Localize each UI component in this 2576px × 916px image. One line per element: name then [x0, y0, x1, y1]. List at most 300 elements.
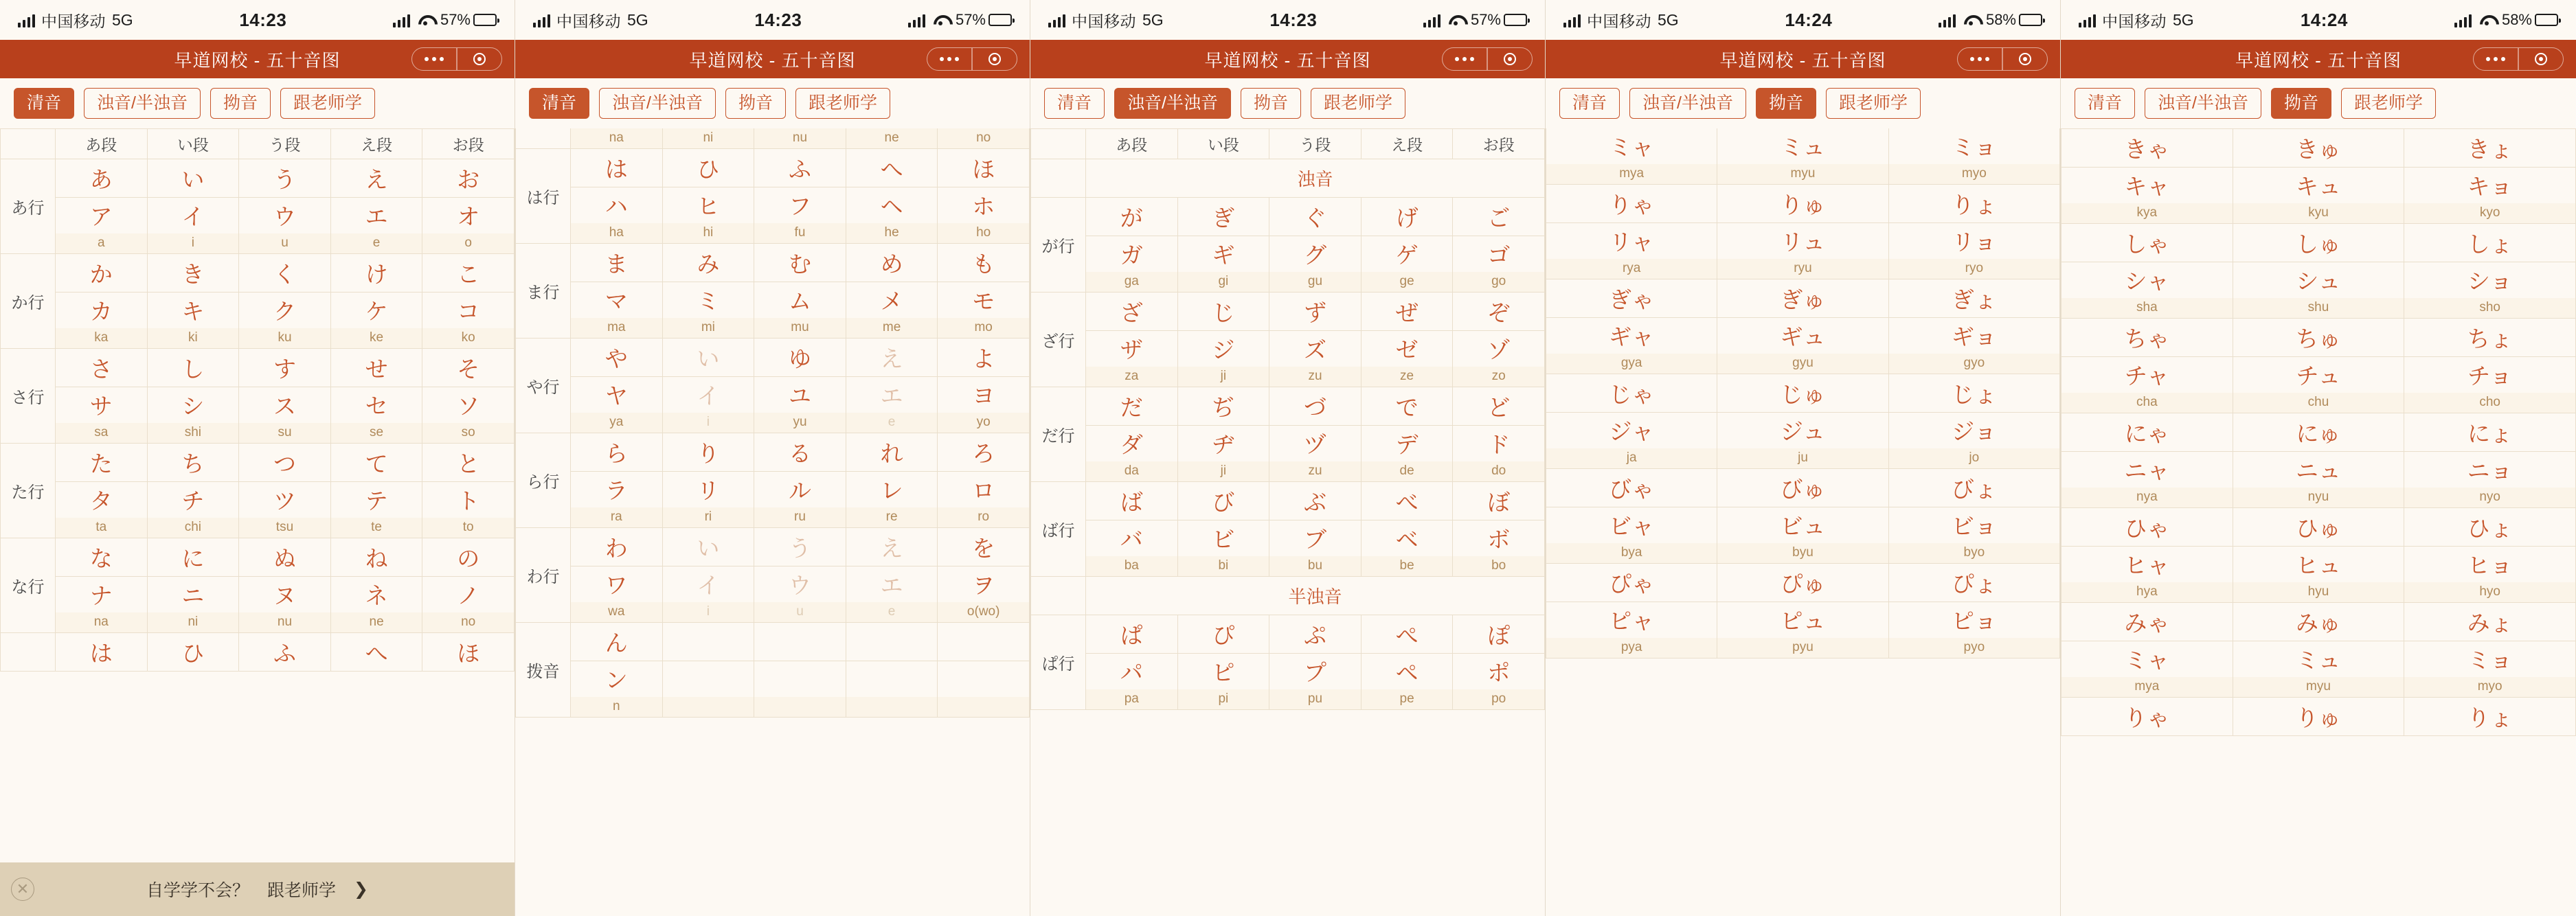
table-row	[516, 128, 1030, 149]
kana-cell[interactable]: キュ	[2233, 168, 2404, 203]
kana-cell[interactable]: マ	[571, 282, 663, 318]
kana-cell[interactable]: ぬ	[239, 538, 331, 577]
target-icon	[2535, 53, 2547, 65]
kana-cell[interactable]: オ	[422, 198, 515, 233]
kana-cell[interactable]: ギ	[1177, 236, 1269, 272]
kana-cell[interactable]: ス	[239, 387, 331, 423]
kana-table-container[interactable]	[1030, 128, 1545, 916]
kana-cell[interactable]: ミャ	[1546, 128, 1717, 164]
kana-cell[interactable]: ざ	[1086, 293, 1178, 331]
kana-table-container[interactable]	[0, 128, 515, 916]
kana-cell[interactable]: リ	[662, 472, 754, 507]
kana-cell[interactable]: ど	[1453, 387, 1545, 426]
kana-cell[interactable]: ゴ	[1453, 236, 1545, 272]
more-menu-button[interactable]	[1443, 48, 1487, 70]
kana-cell[interactable]: りゅ	[2233, 698, 2404, 736]
tab-teacher[interactable]: 跟老师学	[795, 88, 890, 119]
kana-cell[interactable]: ミ	[662, 282, 754, 318]
kana-cell[interactable]: リャ	[1546, 223, 1717, 259]
kana-cell[interactable]: へ	[846, 149, 938, 187]
kana-cell[interactable]: りょ	[1888, 185, 2059, 223]
tab-seion[interactable]: 清音	[2075, 88, 2135, 119]
kana-cell[interactable]: ボ	[1453, 520, 1545, 556]
kana-cell[interactable]: ちゃ	[2061, 319, 2233, 357]
kana-cell[interactable]: ね	[330, 538, 422, 577]
kana-cell[interactable]: ヨ	[938, 377, 1030, 413]
tab-teacher[interactable]: 跟老师学	[1311, 88, 1405, 119]
kana-cell[interactable]: ザ	[1086, 331, 1178, 367]
kana-cell[interactable]: か	[56, 254, 148, 293]
kana-cell[interactable]: みゃ	[2061, 603, 2233, 641]
kana-cell[interactable]: デ	[1361, 426, 1453, 461]
status-bar	[0, 0, 515, 40]
kana-cell[interactable]: ひ	[147, 633, 239, 672]
kana-cell[interactable]: きゃ	[2061, 129, 2233, 168]
kana-cell[interactable]: ノ	[422, 577, 515, 612]
kana-cell[interactable]: イ	[147, 198, 239, 233]
romaji-cell: ke	[330, 328, 422, 349]
kana-cell[interactable]: みゅ	[2233, 603, 2404, 641]
battery-indicator	[1471, 11, 1527, 29]
kana-cell[interactable]: そ	[422, 349, 515, 387]
kana-cell[interactable]: にゃ	[2061, 413, 2233, 452]
kana-cell[interactable]: ゼ	[1361, 331, 1453, 367]
kana-cell[interactable]: じゃ	[1546, 374, 1717, 413]
kana-cell[interactable]: ハ	[571, 187, 663, 223]
tab-youon[interactable]: 拗音	[2271, 88, 2331, 119]
promo-banner[interactable]	[0, 862, 515, 916]
kana-cell[interactable]: ピョ	[1888, 602, 2059, 638]
kana-cell[interactable]: ヒャ	[2061, 547, 2233, 582]
kana-cell[interactable]: な	[56, 538, 148, 577]
kana-cell[interactable]: びょ	[1888, 469, 2059, 507]
kana-cell[interactable]: ズ	[1269, 331, 1362, 367]
kana-cell[interactable]: チャ	[2061, 357, 2233, 393]
kana-cell[interactable]: て	[330, 444, 422, 482]
miniprogram-capsule[interactable]	[927, 47, 1017, 71]
kana-cell[interactable]: チョ	[2404, 357, 2576, 393]
kana-cell[interactable]: い	[662, 528, 754, 566]
kana-cell[interactable]: じょ	[1888, 374, 2059, 413]
kana-cell[interactable]: ん	[571, 623, 663, 661]
kana-cell[interactable]: ぢ	[1177, 387, 1269, 426]
kana-cell[interactable]: ぜ	[1361, 293, 1453, 331]
section-header-row	[1031, 577, 1545, 615]
tab-youon[interactable]: 拗音	[1756, 88, 1816, 119]
kana-cell[interactable]: め	[846, 244, 938, 282]
more-menu-button[interactable]	[412, 48, 456, 70]
kana-cell[interactable]: キャ	[2061, 168, 2233, 203]
tab-seion[interactable]: 清音	[529, 88, 589, 119]
more-menu-button[interactable]	[927, 48, 971, 70]
kana-cell[interactable]: ク	[239, 293, 331, 328]
kana-cell[interactable]: ジョ	[1888, 413, 2059, 448]
kana-cell	[662, 661, 754, 697]
close-button[interactable]	[973, 48, 1017, 70]
kana-cell[interactable]: コ	[422, 293, 515, 328]
close-button[interactable]	[2003, 48, 2047, 70]
kana-cell[interactable]: シュ	[2233, 262, 2404, 298]
tab-youon[interactable]: 拗音	[1241, 88, 1301, 119]
kana-cell[interactable]: ヘ	[846, 187, 938, 223]
kana-cell[interactable]: え	[846, 528, 938, 566]
kana-cell[interactable]: ぎょ	[1888, 279, 2059, 318]
kana-cell[interactable]: パ	[1086, 654, 1178, 689]
kana-cell[interactable]: う	[754, 528, 846, 566]
kana-cell[interactable]: ろ	[938, 433, 1030, 472]
kana-cell[interactable]: ヲ	[938, 566, 1030, 602]
kana-cell[interactable]: で	[1361, 387, 1453, 426]
kana-cell[interactable]: こ	[422, 254, 515, 293]
more-menu-button[interactable]	[2474, 48, 2518, 70]
kana-cell[interactable]: エ	[846, 377, 938, 413]
kana-cell[interactable]: ヒュ	[2233, 547, 2404, 582]
kana-cell[interactable]: ミョ	[2404, 641, 2576, 677]
close-button[interactable]	[457, 48, 501, 70]
kana-cell[interactable]: ケ	[330, 293, 422, 328]
kana-cell[interactable]: ム	[754, 282, 846, 318]
tab-dakuon[interactable]: 浊音/半浊音	[1629, 88, 1746, 119]
table-row	[516, 623, 1030, 661]
kana-cell[interactable]: エ	[330, 198, 422, 233]
kana-cell[interactable]: ゆ	[754, 339, 846, 377]
table-row	[516, 318, 1030, 339]
youon-table-container[interactable]	[1546, 128, 2060, 916]
kana-cell[interactable]: ぴゅ	[1717, 564, 1888, 602]
kana-cell[interactable]: は	[56, 633, 148, 672]
kana-cell[interactable]: ご	[1453, 198, 1545, 236]
romaji-cell: mi	[662, 318, 754, 339]
tab-teacher[interactable]: 跟老师学	[1826, 88, 1921, 119]
kana-cell[interactable]: じゅ	[1717, 374, 1888, 413]
kana-cell[interactable]: サ	[56, 387, 148, 423]
kana-cell[interactable]: にゅ	[2233, 413, 2404, 452]
kana-cell[interactable]: プ	[1269, 654, 1362, 689]
more-menu-button[interactable]	[1958, 48, 2002, 70]
kana-cell[interactable]: りょ	[2404, 698, 2576, 736]
kana-cell[interactable]: ぎゃ	[1546, 279, 1717, 318]
kana-cell[interactable]: ま	[571, 244, 663, 282]
kana-cell[interactable]: わ	[571, 528, 663, 566]
kana-cell[interactable]: づ	[1269, 387, 1362, 426]
banner-link[interactable]: 跟老师学	[267, 881, 337, 900]
kana-cell[interactable]: が	[1086, 198, 1178, 236]
kana-cell[interactable]: ひ	[662, 149, 754, 187]
kana-cell[interactable]: びゃ	[1546, 469, 1717, 507]
kana-cell[interactable]: ピュ	[1717, 602, 1888, 638]
kana-cell[interactable]: や	[571, 339, 663, 377]
kana-cell[interactable]: キ	[147, 293, 239, 328]
kana-cell[interactable]: ピャ	[1546, 602, 1717, 638]
tab-teacher[interactable]: 跟老师学	[280, 88, 375, 119]
romaji-cell: shu	[2233, 298, 2404, 319]
kana-cell[interactable]: ぽ	[1453, 615, 1545, 654]
kana-cell[interactable]: みょ	[2404, 603, 2576, 641]
tab-seion[interactable]: 清音	[14, 88, 74, 119]
kana-cell[interactable]: にょ	[2404, 413, 2576, 452]
kana-cell[interactable]: ゲ	[1361, 236, 1453, 272]
kana-cell[interactable]: チュ	[2233, 357, 2404, 393]
kana-cell[interactable]: ビャ	[1546, 507, 1717, 543]
signal-icon	[1048, 12, 1065, 27]
kana-cell[interactable]: ラ	[571, 472, 663, 507]
kana-cell[interactable]: の	[422, 538, 515, 577]
kana-cell[interactable]: び	[1177, 482, 1269, 520]
kana-cell[interactable]: ビュ	[1717, 507, 1888, 543]
kana-cell[interactable]: み	[662, 244, 754, 282]
close-icon[interactable]: ✕	[11, 878, 34, 901]
kana-cell[interactable]: ぴゃ	[1546, 564, 1717, 602]
kana-cell[interactable]: ニュ	[2233, 452, 2404, 488]
kana-cell[interactable]: レ	[846, 472, 938, 507]
kana-cell[interactable]: た	[56, 444, 148, 482]
kana-cell[interactable]: りゃ	[1546, 185, 1717, 223]
kana-cell[interactable]: ぼ	[1453, 482, 1545, 520]
close-button[interactable]	[1488, 48, 1532, 70]
kana-cell[interactable]: い	[147, 159, 239, 198]
kana-cell[interactable]: メ	[846, 282, 938, 318]
romaji-cell: be	[1361, 556, 1453, 577]
kana-cell[interactable]: グ	[1269, 236, 1362, 272]
tab-seion[interactable]: 清音	[1044, 88, 1105, 119]
kana-cell[interactable]: ミュ	[2233, 641, 2404, 677]
tab-dakuon[interactable]: 浊音/半浊音	[1114, 88, 1231, 119]
kana-cell[interactable]: る	[754, 433, 846, 472]
kana-cell[interactable]: い	[662, 339, 754, 377]
table-row	[2061, 508, 2576, 547]
kana-cell[interactable]: ジャ	[1546, 413, 1717, 448]
battery-icon	[2535, 14, 2558, 26]
kana-cell[interactable]: リュ	[1717, 223, 1888, 259]
kana-cell[interactable]: ロ	[938, 472, 1030, 507]
kana-cell[interactable]: ヅ	[1269, 426, 1362, 461]
kana-cell[interactable]: ひゃ	[2061, 508, 2233, 547]
kana-cell[interactable]: ヒョ	[2404, 547, 2576, 582]
kana-cell[interactable]: ユ	[754, 377, 846, 413]
miniprogram-capsule[interactable]	[1442, 47, 1533, 71]
kana-cell[interactable]: ヤ	[571, 377, 663, 413]
kana-cell[interactable]: よ	[938, 339, 1030, 377]
kana-cell[interactable]: タ	[56, 482, 148, 518]
kana-cell[interactable]: リョ	[1888, 223, 2059, 259]
kana-cell[interactable]: う	[239, 159, 331, 198]
kana-cell[interactable]: え	[330, 159, 422, 198]
kana-cell[interactable]: じ	[1177, 293, 1269, 331]
kana-cell[interactable]: へ	[330, 633, 422, 672]
kana-cell[interactable]: ヂ	[1177, 426, 1269, 461]
tab-dakuon[interactable]: 浊音/半浊音	[599, 88, 716, 119]
clock: 14:24	[1785, 9, 1833, 30]
kana-cell[interactable]: は	[571, 149, 663, 187]
kana-cell[interactable]: ぴ	[1177, 615, 1269, 654]
kana-cell[interactable]: れ	[846, 433, 938, 472]
romaji-cell: myo	[1888, 164, 2059, 185]
tab-youon[interactable]: 拗音	[210, 88, 271, 119]
kana-cell[interactable]: ル	[754, 472, 846, 507]
kana-cell[interactable]: ウ	[239, 198, 331, 233]
kana-cell[interactable]: モ	[938, 282, 1030, 318]
kana-cell[interactable]: ふ	[239, 633, 331, 672]
kana-cell[interactable]: す	[239, 349, 331, 387]
kana-cell[interactable]: ワ	[571, 566, 663, 602]
kana-cell[interactable]: ひょ	[2404, 508, 2576, 547]
kana-cell[interactable]: し	[147, 349, 239, 387]
kana-cell[interactable]: ポ	[1453, 654, 1545, 689]
kana-cell[interactable]: ン	[571, 661, 663, 697]
kana-cell[interactable]: ベ	[1361, 520, 1453, 556]
kana-cell[interactable]: セ	[330, 387, 422, 423]
more-icon	[425, 57, 444, 61]
kana-cell[interactable]: ピ	[1177, 654, 1269, 689]
kana-cell[interactable]: ぺ	[1361, 615, 1453, 654]
kana-cell[interactable]: む	[754, 244, 846, 282]
battery-indicator	[2502, 11, 2558, 29]
kana-cell[interactable]: ぶ	[1269, 482, 1362, 520]
miniprogram-capsule[interactable]	[411, 47, 502, 71]
kana-cell[interactable]: と	[422, 444, 515, 482]
kana-cell[interactable]: キョ	[2404, 168, 2576, 203]
table-row	[2061, 224, 2576, 262]
corner-cell	[1, 129, 56, 159]
kana-cell[interactable]: しょ	[2404, 224, 2576, 262]
kana-cell[interactable]: りゅ	[1717, 185, 1888, 223]
kana-cell[interactable]: を	[938, 528, 1030, 566]
kana-cell[interactable]: ヒ	[662, 187, 754, 223]
kana-cell[interactable]: ゾ	[1453, 331, 1545, 367]
kana-cell[interactable]: え	[846, 339, 938, 377]
kana-cell[interactable]: ぎ	[1177, 198, 1269, 236]
kana-cell[interactable]: イ	[662, 566, 754, 602]
kana-cell[interactable]: ひゅ	[2233, 508, 2404, 547]
kana-cell[interactable]: ニ	[147, 577, 239, 612]
kana-cell[interactable]: ほ	[422, 633, 515, 672]
kana-cell[interactable]: ヌ	[239, 577, 331, 612]
kana-cell[interactable]: ぎゅ	[1717, 279, 1888, 318]
kana-cell[interactable]: エ	[846, 566, 938, 602]
kana-cell[interactable]: ら	[571, 433, 663, 472]
kana-cell[interactable]: ペ	[1361, 654, 1453, 689]
kana-cell[interactable]: き	[147, 254, 239, 293]
kana-cell[interactable]: ミャ	[2061, 641, 2233, 677]
kana-cell[interactable]: きょ	[2404, 129, 2576, 168]
wifi-icon	[2478, 14, 2495, 26]
kana-cell[interactable]: ホ	[938, 187, 1030, 223]
kana-cell[interactable]: きゅ	[2233, 129, 2404, 168]
signal-icon-2	[1939, 12, 1956, 27]
tab-youon[interactable]: 拗音	[725, 88, 786, 119]
kana-cell[interactable]: ネ	[330, 577, 422, 612]
kana-cell[interactable]: テ	[330, 482, 422, 518]
kana-cell[interactable]: ちゅ	[2233, 319, 2404, 357]
table-row	[1031, 615, 1545, 654]
kana-cell[interactable]: ブ	[1269, 520, 1362, 556]
kana-cell[interactable]: ず	[1269, 293, 1362, 331]
kana-cell[interactable]: ほ	[938, 149, 1030, 187]
miniprogram-capsule[interactable]	[2473, 47, 2564, 71]
kana-cell[interactable]: ちょ	[2404, 319, 2576, 357]
kana-cell[interactable]: ア	[56, 198, 148, 233]
table-row	[2061, 357, 2576, 393]
kana-table-container[interactable]	[515, 128, 1030, 916]
kana-cell[interactable]: も	[938, 244, 1030, 282]
kana-cell[interactable]: ビョ	[1888, 507, 2059, 543]
miniprogram-capsule[interactable]	[1957, 47, 2048, 71]
kana-cell[interactable]: ば	[1086, 482, 1178, 520]
kana-cell[interactable]: ニャ	[2061, 452, 2233, 488]
kana-cell[interactable]: ギュ	[1717, 318, 1888, 354]
kana-cell[interactable]: ナ	[56, 577, 148, 612]
kana-cell[interactable]: お	[422, 159, 515, 198]
kana-cell[interactable]: せ	[330, 349, 422, 387]
kana-cell[interactable]: ぞ	[1453, 293, 1545, 331]
kana-cell[interactable]: バ	[1086, 520, 1178, 556]
kana-cell[interactable]: さ	[56, 349, 148, 387]
table-row	[1031, 331, 1545, 367]
tab-seion[interactable]: 清音	[1559, 88, 1620, 119]
close-button[interactable]	[2519, 48, 2563, 70]
kana-cell[interactable]: ぱ	[1086, 615, 1178, 654]
kana-cell[interactable]: ミョ	[1888, 128, 2059, 164]
kana-cell[interactable]: ソ	[422, 387, 515, 423]
tab-dakuon[interactable]: 浊音/半浊音	[84, 88, 201, 119]
kana-cell[interactable]: ふ	[754, 149, 846, 187]
kana-cell[interactable]: ビ	[1177, 520, 1269, 556]
kana-cell[interactable]: ト	[422, 482, 515, 518]
kana-cell[interactable]: シャ	[2061, 262, 2233, 298]
kana-cell[interactable]: ツ	[239, 482, 331, 518]
kana-cell[interactable]: ギョ	[1888, 318, 2059, 354]
kana-cell[interactable]: ミュ	[1717, 128, 1888, 164]
romaji-cell	[662, 697, 754, 718]
kana-cell[interactable]: げ	[1361, 198, 1453, 236]
kana-cell[interactable]: ぷ	[1269, 615, 1362, 654]
kana-cell[interactable]: ダ	[1086, 426, 1178, 461]
kana-cell[interactable]: ち	[147, 444, 239, 482]
tab-dakuon[interactable]: 浊音/半浊音	[2145, 88, 2261, 119]
kana-cell[interactable]: ジ	[1177, 331, 1269, 367]
kana-cell[interactable]: ガ	[1086, 236, 1178, 272]
kana-cell[interactable]: イ	[662, 377, 754, 413]
kana-cell[interactable]: ショ	[2404, 262, 2576, 298]
youon-table-container[interactable]	[2061, 128, 2576, 916]
kana-cell[interactable]: つ	[239, 444, 331, 482]
kana-cell[interactable]: チ	[147, 482, 239, 518]
kana-cell[interactable]: あ	[56, 159, 148, 198]
kana-cell[interactable]: だ	[1086, 387, 1178, 426]
kana-cell[interactable]: く	[239, 254, 331, 293]
kana-cell[interactable]: ニョ	[2404, 452, 2576, 488]
kana-cell[interactable]: に	[147, 538, 239, 577]
kana-cell[interactable]: ジュ	[1717, 413, 1888, 448]
kana-cell[interactable]: け	[330, 254, 422, 293]
kana-cell[interactable]: べ	[1361, 482, 1453, 520]
kana-cell[interactable]: り	[662, 433, 754, 472]
kana-cell[interactable]: りゃ	[2061, 698, 2233, 736]
kana-cell[interactable]: ぐ	[1269, 198, 1362, 236]
romaji-cell: bi	[1177, 556, 1269, 577]
kana-cell[interactable]: ウ	[754, 566, 846, 602]
tab-teacher[interactable]: 跟老师学	[2341, 88, 2436, 119]
kana-cell[interactable]: ぴょ	[1888, 564, 2059, 602]
kana-cell[interactable]: フ	[754, 187, 846, 223]
kana-cell[interactable]: しゃ	[2061, 224, 2233, 262]
kana-cell[interactable]: しゅ	[2233, 224, 2404, 262]
kana-cell[interactable]: シ	[147, 387, 239, 423]
kana-cell[interactable]: ギャ	[1546, 318, 1717, 354]
kana-cell[interactable]: ド	[1453, 426, 1545, 461]
kana-cell[interactable]: びゅ	[1717, 469, 1888, 507]
kana-cell[interactable]: カ	[56, 293, 148, 328]
